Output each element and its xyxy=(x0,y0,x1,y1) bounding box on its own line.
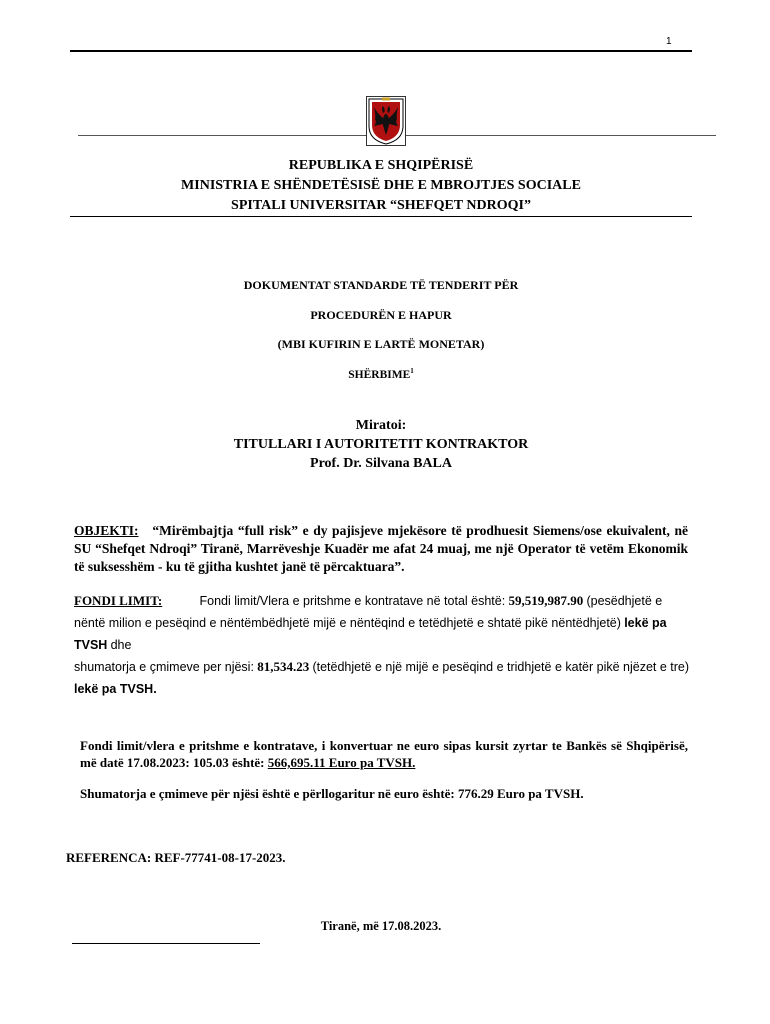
top-rule xyxy=(70,50,692,52)
fondi-total-amount: 59,519,987.90 xyxy=(508,593,584,608)
category-text: SHËRBIME xyxy=(348,368,411,381)
euro-unit-sum: Shumatorja e çmimeve për njësi është e përllogaritur në euro është: 776.29 Euro pa TVSH. xyxy=(80,786,584,801)
page-number: 1 xyxy=(666,36,672,47)
fondi-unit-amount: 81,534.23 xyxy=(257,659,310,674)
fondi-paragraph xyxy=(74,590,690,700)
approval-name: Prof. Dr. Silvana BALA xyxy=(310,456,452,471)
coat-of-arms-icon xyxy=(366,96,406,146)
footnote-mark: 1 xyxy=(410,367,414,375)
reference-line: REFERENCA: REF-77741-08-17-2023. xyxy=(66,850,286,865)
category-label xyxy=(70,367,692,381)
approval-label: Miratoi: xyxy=(355,418,407,433)
fondi-currency: lekë pa TVSH xyxy=(74,616,667,652)
euro-conversion-amount: 566,695.11 Euro pa TVSH. xyxy=(267,755,416,770)
fondi-label: FONDI LIMIT: xyxy=(74,593,163,608)
document-title: DOKUMENTAT STANDARDE TË TENDERIT PËR xyxy=(243,278,519,292)
fondi-connector: dhe xyxy=(110,638,132,652)
fondi-intro: Fondi limit/Vlera e pritshme e kontratave në total është: xyxy=(199,594,506,608)
threshold-note: (MBI KUFIRIN E LARTË MONETAR) xyxy=(277,337,485,351)
emblem-rule-right xyxy=(406,135,716,136)
header-hospital: SPITALI UNIVERSITAR “SHEFQET NDROQI” xyxy=(231,198,531,213)
emblem-rule-left xyxy=(78,135,368,136)
institution-header xyxy=(70,156,692,216)
procedure-type: PROCEDURËN E HAPUR xyxy=(310,308,452,322)
header-country: REPUBLIKA E SHQIPËRISË xyxy=(288,158,474,173)
header-rule xyxy=(70,216,692,217)
fondi-unit-words: (tetëdhjetë e një mijë e pesëqind e tridhjetë e katër pikë njëzet e tre) xyxy=(312,660,690,674)
euro-conversion-text: Fondi limit/vlera e pritshme e kontratave, i konvertuar ne euro sipas kursit zyrtar te Bankës së Shqipërisë, më datë 17.08.2023: 105.03 është: xyxy=(80,738,688,770)
fondi-unit-currency: lekë pa TVSH. xyxy=(74,682,157,696)
approval-role: TITULLARI I AUTORITETIT KONTRAKTOR xyxy=(233,437,529,452)
date-line: Tiranë, më 17.08.2023. xyxy=(320,919,442,933)
fondi-total-words: (pesëdhjetë e nëntë milion e pesëqind e nëntëmbëdhjetë mijë e nëntëqind e tetëdhjetë e shtatë pikë nëntëdhjetë) xyxy=(74,594,663,630)
objekti-paragraph xyxy=(74,522,688,576)
objekti-label: OBJEKTI: xyxy=(74,523,139,538)
footnote-rule xyxy=(72,943,260,944)
euro-conversion xyxy=(80,737,688,771)
objekti-text: “Mirëmbajtja “full risk” e dy pajisjeve mjekësore të prodhuesit Siemens/ose ekuivalent, në SU “Shefqet Ndroqi” Tiranë, Marrëveshje Kuadër me afat 24 muaj, me një Operator të vetëm Ekonomik të suksesshëm - ku të gjitha kushtet janë të përcaktuara”. xyxy=(74,523,689,574)
fondi-unit-intro: shumatorja e çmimeve per njësi: xyxy=(74,660,254,674)
header-ministry: MINISTRIA E SHËNDETËSISË DHE E MBROJTJES SOCIALE xyxy=(181,178,581,193)
approval-block xyxy=(70,416,692,473)
